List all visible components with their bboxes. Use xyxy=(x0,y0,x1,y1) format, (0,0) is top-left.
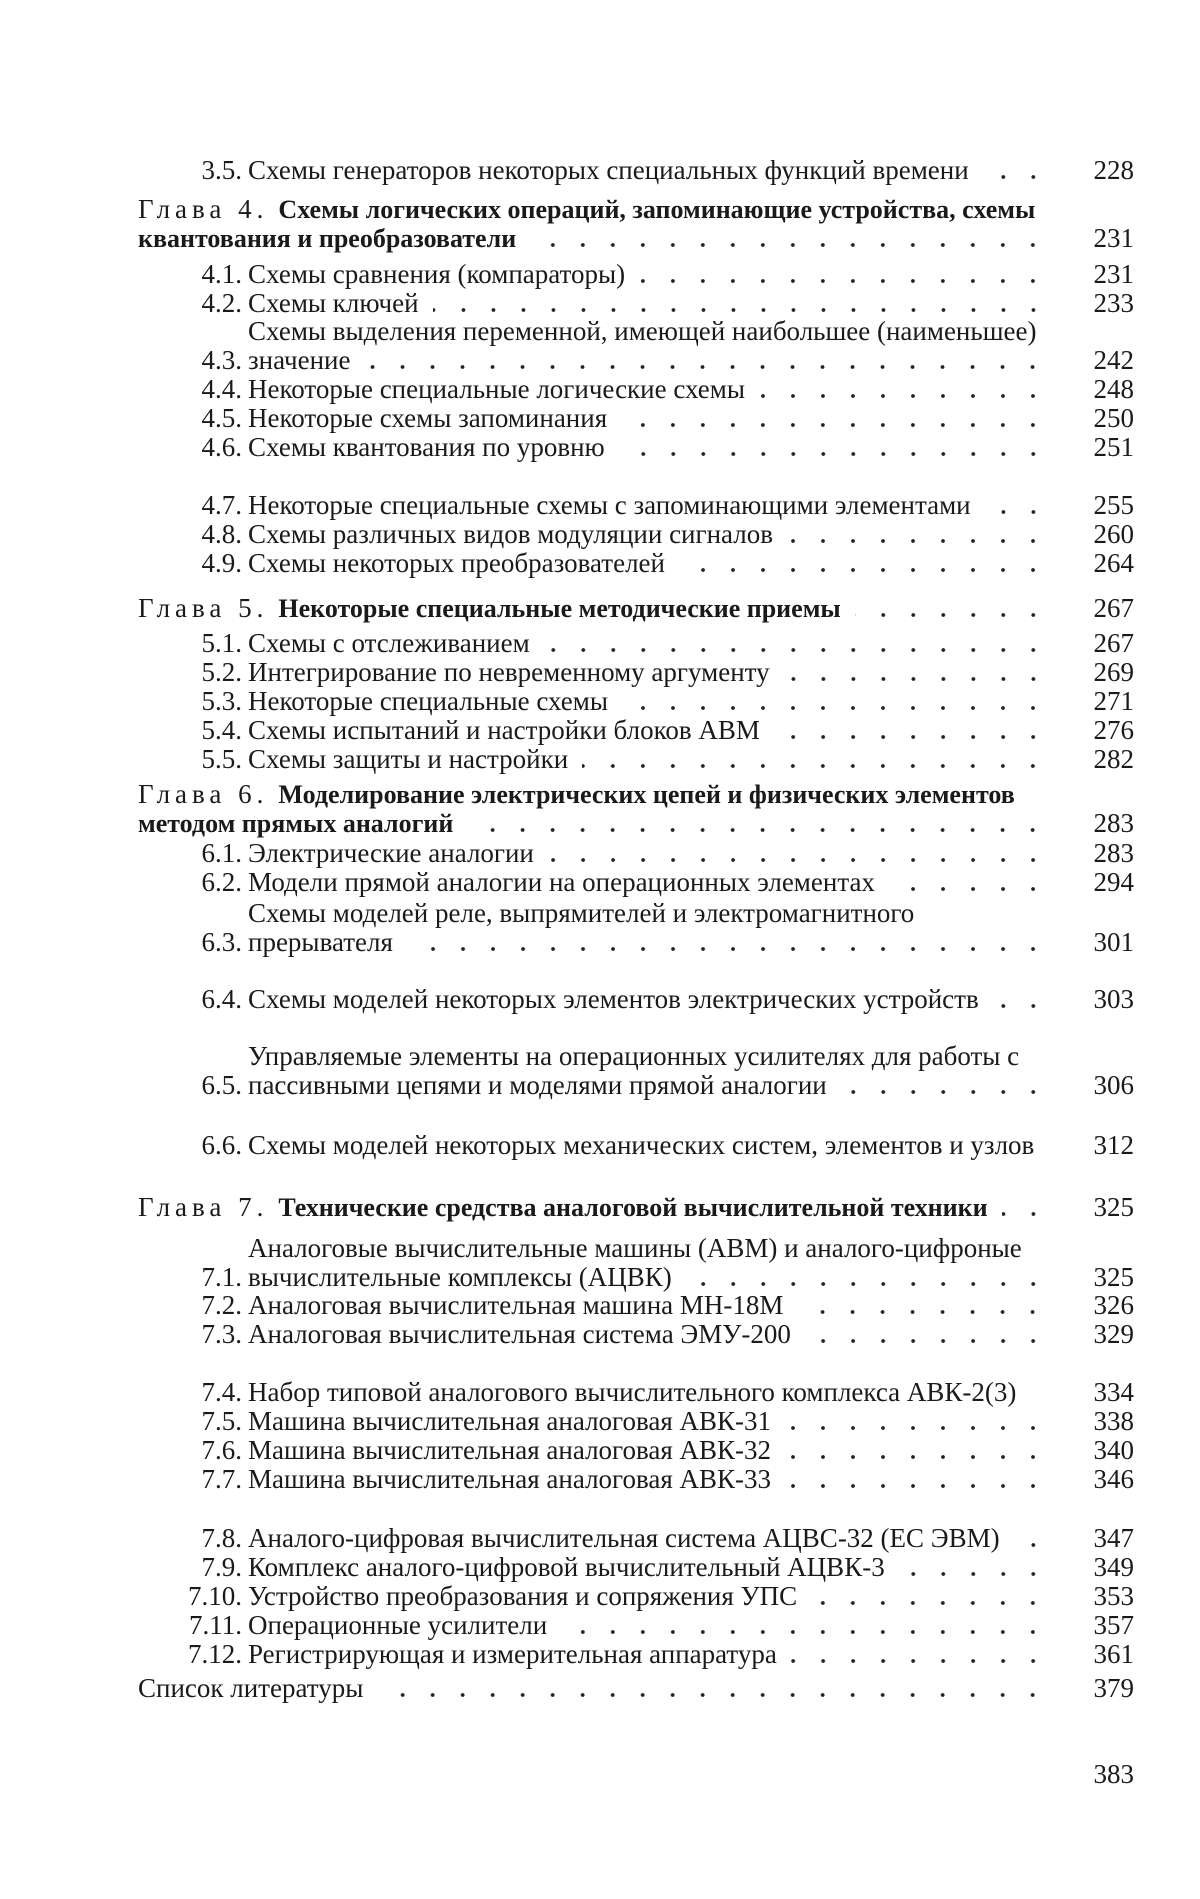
entry-title: Регистрирующая и измерительная аппаратура xyxy=(248,1639,777,1669)
entry-number: 6.3. xyxy=(201,927,242,957)
chapter-title: Схемы логических операций, запоминающие устройства, схемы квантования и преобразователи xyxy=(138,195,1036,253)
entry-title: Некоторые схемы запоминания xyxy=(248,403,608,433)
toc-chapter[interactable] xyxy=(0,776,1200,838)
entry-title: Модели прямой аналогии на операционных элементах xyxy=(248,867,875,897)
chapter-title: Технические средства аналоговой вычислительной техники xyxy=(278,1193,988,1222)
dot-leaders xyxy=(582,764,1048,768)
dot-leaders xyxy=(993,1004,1048,1008)
entry-title: Аналоговые вычислительные машины (АВМ) и аналого-цифроные вычислительные комплексы (АЦВК) xyxy=(248,1233,1022,1292)
entry-number: 5.2. xyxy=(201,657,242,687)
page-ref: 283 xyxy=(1093,838,1134,868)
page-ref: 271 xyxy=(1093,686,1134,716)
entry-title: Аналоговая вычислительная машина МН-18М xyxy=(248,1290,784,1320)
page-ref: 361 xyxy=(1093,1639,1134,1669)
page-ref: 325 xyxy=(1093,1192,1134,1222)
entry-number: 4.7. xyxy=(201,490,242,520)
dot-leaders xyxy=(530,243,1048,247)
page-ref: 329 xyxy=(1093,1319,1134,1349)
entry-number: 6.5. xyxy=(201,1070,242,1100)
dot-leaders xyxy=(785,1455,1048,1459)
page-ref: 338 xyxy=(1093,1406,1134,1436)
entry-number: 4.5. xyxy=(201,403,242,433)
toc-entry[interactable] xyxy=(0,123,1200,185)
dot-leaders xyxy=(619,452,1048,456)
entry-title: Схемы защиты и настройки xyxy=(248,744,569,774)
page-ref: 250 xyxy=(1093,403,1134,433)
entry-number: 7.5. xyxy=(201,1406,242,1436)
page-ref: 283 xyxy=(1093,808,1134,838)
toc-entry[interactable] xyxy=(0,1345,1200,1407)
entry-title: Схемы генераторов некоторых специальных функций времени xyxy=(248,155,969,185)
page-ref: 282 xyxy=(1093,744,1134,774)
chapter-title: Некоторые специальные методические приемы xyxy=(278,594,841,623)
page-ref: 357 xyxy=(1093,1610,1134,1640)
entry-title: Аналоговая вычислительная система ЭМУ-200 xyxy=(248,1319,791,1349)
dot-leaders xyxy=(985,510,1048,514)
entry-number: 5.1. xyxy=(201,628,242,658)
dot-leaders xyxy=(787,539,1048,543)
dot-leaders xyxy=(785,1426,1048,1430)
entry-number: 4.6. xyxy=(201,432,242,462)
entry-title: Схемы моделей реле, выпрямителей и электромагнитного прерывателя xyxy=(248,898,915,957)
entry-number: 7.2. xyxy=(201,1290,242,1320)
toc-entry[interactable] xyxy=(0,313,1200,375)
entry-number: 4.8. xyxy=(201,519,242,549)
page-ref: 306 xyxy=(1093,1070,1134,1100)
entry-title: Схемы испытаний и настройки блоков АВМ xyxy=(248,715,760,745)
entry-number: 4.4. xyxy=(201,374,242,404)
entry-title: Схемы некоторых преобразователей xyxy=(248,548,665,578)
entry-title: Набор типовой аналогового вычислительного комплекса АВК-2(3) xyxy=(248,1377,1017,1407)
entry-title: Некоторые специальные схемы с запоминающими элементами xyxy=(248,490,971,520)
entry-title: Операционные усилители xyxy=(248,1610,548,1640)
page-ref: 379 xyxy=(1093,1673,1134,1703)
dot-leaders xyxy=(561,1630,1048,1634)
dot-leaders xyxy=(841,1090,1048,1094)
entry-number: 7.7. xyxy=(201,1464,242,1494)
page-ref: 353 xyxy=(1093,1581,1134,1611)
chapter-label: Глава 6. xyxy=(138,779,269,809)
toc-entry[interactable] xyxy=(0,1636,1200,1669)
page-ref: 346 xyxy=(1093,1464,1134,1494)
page-ref: 347 xyxy=(1093,1523,1134,1553)
entry-number: 7.12. xyxy=(188,1639,242,1669)
page-ref: 231 xyxy=(1093,223,1134,253)
toc-entry[interactable] xyxy=(0,1098,1200,1160)
entry-title: Управляемые элементы на операционных усилителях для работы с пассивными цепями и моделями прямой аналогии xyxy=(248,1041,1020,1100)
page-ref: 303 xyxy=(1093,984,1134,1014)
page-ref: 251 xyxy=(1093,432,1134,462)
entry-title: Схемы различных видов модуляции сигналов xyxy=(248,519,773,549)
dot-leaders xyxy=(364,365,1048,369)
entry-number: 7.9. xyxy=(201,1552,242,1582)
page-ref: 349 xyxy=(1093,1552,1134,1582)
toc-entry[interactable] xyxy=(0,1461,1200,1494)
dot-leaders xyxy=(407,947,1048,951)
page-ref: 264 xyxy=(1093,548,1134,578)
toc-chapter[interactable] xyxy=(0,590,1200,623)
toc-entry[interactable] xyxy=(0,1491,1200,1553)
page-ref: 334 xyxy=(1093,1377,1134,1407)
entry-number: 5.4. xyxy=(201,715,242,745)
page-ref: 294 xyxy=(1093,867,1134,897)
entry-title: Машина вычислительная аналоговая АВК-32 xyxy=(248,1435,771,1465)
entry-title: Схемы квантования по уровню xyxy=(248,432,605,462)
entry-number: 4.1. xyxy=(201,259,242,289)
dot-leaders xyxy=(797,1310,1048,1314)
dot-leaders xyxy=(759,394,1048,398)
entry-title: Схемы моделей некоторых элементов электрических устройств xyxy=(248,984,979,1014)
page-ref: 267 xyxy=(1093,593,1134,623)
entry-number: 6.1. xyxy=(201,838,242,868)
entry-number: 5.3. xyxy=(201,686,242,716)
page-ref: 231 xyxy=(1093,259,1134,289)
entry-number: 7.6. xyxy=(201,1435,242,1465)
dot-leaders xyxy=(433,308,1048,312)
dot-leaders xyxy=(899,1572,1048,1576)
dot-leaders xyxy=(784,677,1048,681)
dot-leaders xyxy=(679,568,1048,572)
page-ref: 260 xyxy=(1093,519,1134,549)
chapter-heading xyxy=(138,1193,1044,1222)
dot-leaders xyxy=(774,735,1048,739)
dot-leaders xyxy=(1014,1543,1048,1547)
toc-chapter[interactable] xyxy=(0,191,1200,253)
entry-number: 6.6. xyxy=(201,1130,242,1160)
chapter-label: Глава 4. xyxy=(138,194,269,224)
dot-leaders xyxy=(889,887,1048,891)
dot-leaders xyxy=(811,1601,1048,1605)
page-ref: 340 xyxy=(1093,1435,1134,1465)
dot-leaders xyxy=(377,1693,1048,1697)
entry-title: Машина вычислительная аналоговая АВК-31 xyxy=(248,1406,771,1436)
page-ref: 228 xyxy=(1093,155,1134,185)
entry-number: 6.4. xyxy=(201,984,242,1014)
entry-title: Машина вычислительная аналоговая АВК-33 xyxy=(248,1464,771,1494)
chapter-label: Глава 5. xyxy=(138,593,269,623)
entry-title: Устройство преобразования и сопряжения УПС xyxy=(248,1581,798,1611)
entry-number: 4.9. xyxy=(201,548,242,578)
entry-title: Схемы ключей xyxy=(248,288,419,318)
entry-number: 7.8. xyxy=(201,1523,242,1553)
page-ref: 267 xyxy=(1093,628,1134,658)
entry-number: 7.11. xyxy=(189,1610,242,1640)
dot-leaders xyxy=(791,1659,1048,1663)
page-ref: 326 xyxy=(1093,1290,1134,1320)
dot-leaders xyxy=(621,423,1048,427)
dot-leaders xyxy=(805,1339,1048,1343)
chapter-title: Моделирование электрических цепей и физических элементов методом прямых аналогий xyxy=(138,780,1015,838)
entry-number: 7.10. xyxy=(188,1581,242,1611)
toc-entry[interactable] xyxy=(0,458,1200,520)
toc-entry[interactable] xyxy=(0,1230,1200,1292)
entry-title: Аналого-цифровая вычислительная система АЦВС-32 (ЕС ЭВМ) xyxy=(248,1523,1000,1553)
dot-leaders xyxy=(785,1484,1048,1488)
dot-leaders xyxy=(548,858,1048,862)
toc-entry[interactable] xyxy=(0,741,1200,774)
toc-bibliography[interactable] xyxy=(0,1670,1200,1703)
page-ref: 242 xyxy=(1093,345,1134,375)
page-ref: 312 xyxy=(1093,1130,1134,1160)
entry-title: Схемы выделения переменной, имеющей наибольшее (наименьшее) значение xyxy=(248,316,1037,375)
dot-leaders xyxy=(686,1282,1048,1286)
toc-entry[interactable] xyxy=(0,952,1200,1014)
page-ref: 255 xyxy=(1093,490,1134,520)
entry-number: 4.3. xyxy=(201,345,242,375)
dot-leaders xyxy=(544,648,1048,652)
page-ref: 276 xyxy=(1093,715,1134,745)
page-ref: 301 xyxy=(1093,927,1134,957)
entry-number: 5.5. xyxy=(201,744,242,774)
page-ref: 233 xyxy=(1093,288,1134,318)
page-number: 383 xyxy=(1093,1759,1134,1789)
toc-entry[interactable] xyxy=(0,895,1200,957)
entry-title: Некоторые специальные логические схемы xyxy=(248,374,746,404)
entry-number: 4.2. xyxy=(201,288,242,318)
dot-leaders xyxy=(467,828,1048,832)
entry-title: Схемы моделей некоторых механических систем, элементов и узлов xyxy=(248,1130,1035,1160)
entry-title: Схемы сравнения (компараторы) xyxy=(248,259,626,289)
dot-leaders xyxy=(639,279,1048,283)
dot-leaders xyxy=(1002,1212,1048,1216)
entry-number: 6.2. xyxy=(201,867,242,897)
page-ref: 269 xyxy=(1093,657,1134,687)
dot-leaders xyxy=(983,175,1048,179)
chapter-heading xyxy=(138,594,1044,623)
entry-title: Электрические аналогии xyxy=(248,838,534,868)
entry-title: Интегрирование по невременному аргументу xyxy=(248,657,770,687)
entry-title: Комплекс аналого-цифровой вычислительный АЦВК-3 xyxy=(248,1552,885,1582)
entry-number: 7.4. xyxy=(201,1377,242,1407)
entry-number: 3.5. xyxy=(201,155,242,185)
toc-entry[interactable] xyxy=(0,864,1200,897)
chapter-label: Глава 7. xyxy=(138,1192,269,1222)
entry-number: 7.1. xyxy=(201,1262,242,1292)
dot-leaders xyxy=(622,706,1048,710)
page-ref: 325 xyxy=(1093,1262,1134,1292)
toc-chapter[interactable] xyxy=(0,1160,1200,1222)
entry-number: 7.3. xyxy=(201,1319,242,1349)
toc-entry[interactable] xyxy=(0,545,1200,578)
toc-entry[interactable] xyxy=(0,1009,1200,1100)
page-ref: 248 xyxy=(1093,374,1134,404)
entry-title: Схемы с отслеживанием xyxy=(248,628,530,658)
dot-leaders xyxy=(855,613,1048,617)
bibliography-title: Список литературы xyxy=(138,1673,364,1703)
entry-title: Некоторые специальные схемы xyxy=(248,686,609,716)
